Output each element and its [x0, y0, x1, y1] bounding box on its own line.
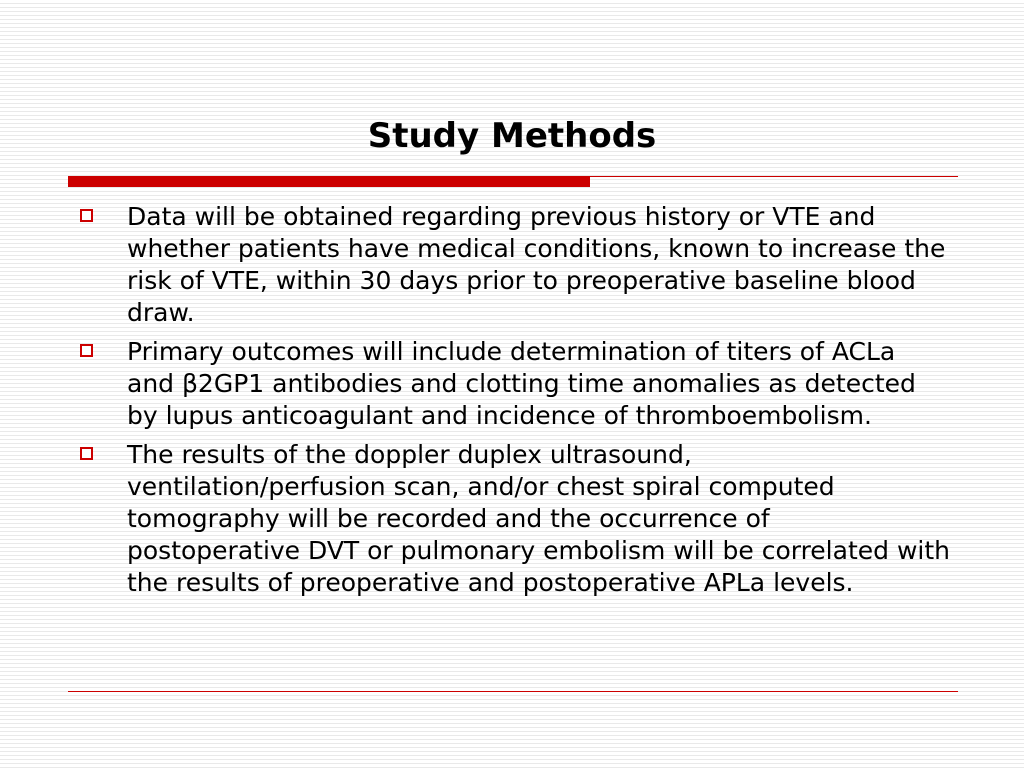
title-underline-thin-line	[590, 176, 958, 177]
bullet-item	[80, 201, 950, 329]
bullet-text: The results of the doppler duplex ultrasound, ventilation/perfusion scan, and/or chest spiral computed tomography will be recorded and the occurrence of postoperative DVT or pulmonary embolism will be correlated with the results of preoperative and postoperative APLa levels.	[127, 440, 950, 597]
title-underline-accent-bar	[68, 176, 590, 187]
bullet-item	[80, 336, 950, 432]
bullet-list	[80, 201, 950, 606]
bullet-text: Data will be obtained regarding previous history or VTE and whether patients have medical conditions, known to increase the risk of VTE, within 30 days prior to preoperative baseline blood draw.	[127, 202, 946, 327]
hollow-square-bullet-icon	[80, 447, 93, 460]
title-underline	[68, 176, 958, 188]
hollow-square-bullet-icon	[80, 344, 93, 357]
bullet-text: Primary outcomes will include determination of titers of ACLa and β2GP1 antibodies and clotting time anomalies as detected by lupus anticoagulant and incidence of thromboembolism.	[127, 337, 916, 430]
hollow-square-bullet-icon	[80, 209, 93, 222]
bullet-item	[80, 439, 950, 599]
footer-divider-line	[68, 691, 958, 692]
slide-title: Study Methods	[367, 116, 657, 156]
